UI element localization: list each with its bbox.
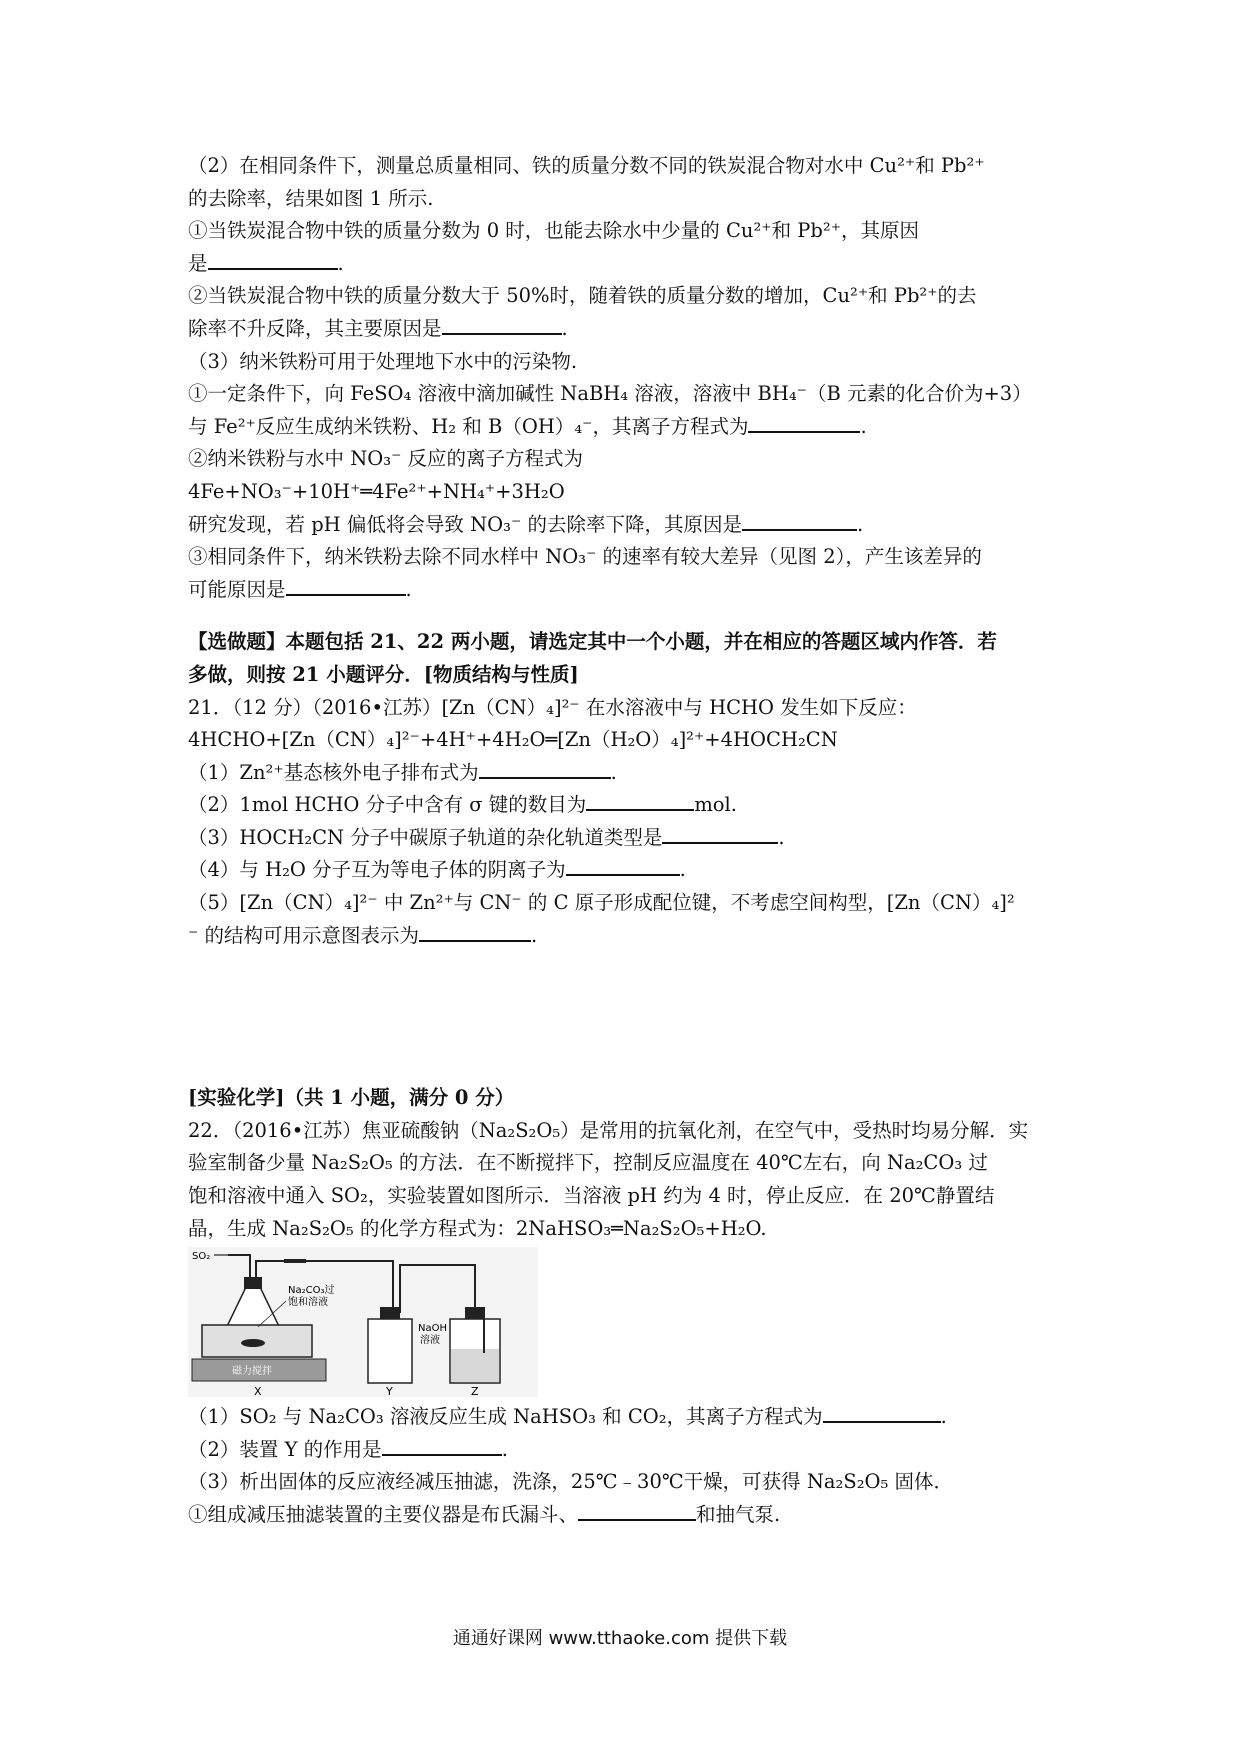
text-fragment: 除率不升反降，其主要原因是 [188, 316, 442, 340]
answer-blank[interactable] [748, 411, 860, 433]
text-line: （3）纳米铁粉可用于处理地下水中的污染物. [188, 349, 578, 373]
so2-label: SO₂ [192, 1251, 211, 1263]
text-line [188, 789, 1068, 822]
text-fragment: （4）与 H₂O 分子互为等电子体的阴离子为 [188, 858, 566, 882]
stopper-y [380, 1307, 400, 1319]
section-heading: 多做，则按 21 小题评分．[物质结构与性质] [188, 662, 579, 686]
punctuation: . [856, 512, 864, 536]
document-body [188, 150, 1068, 1532]
text-fragment: 研究发现，若 pH 偏低将会导致 NO₃⁻ 的去除率下降，其原因是 [188, 512, 742, 536]
punctuation: . [940, 1405, 947, 1429]
text-line: 验室制备少量 Na₂S₂O₅ 的方法．在不断搅拌下，控制反应温度在 40℃左右，向 Na₂CO₃ 过 [188, 1151, 988, 1175]
naoh-label: 溶液 [420, 1335, 440, 1347]
text-line [188, 509, 1068, 542]
punctuation: . [610, 760, 617, 784]
text-fragment: （2）装置 Y 的作用是 [188, 1437, 382, 1461]
text-fragment: ⁻ 的结构可用示意图表示为 [188, 923, 419, 947]
na2co3-label: 饱和溶液 [288, 1297, 328, 1309]
answer-blank[interactable] [823, 1401, 941, 1423]
na2co3-label: Na₂CO₃过 [288, 1285, 335, 1297]
text-line: ①当铁炭混合物中铁的质量分数为 0 时，也能去除水中少量的 Cu²⁺和 Pb²⁺，其原因 [188, 219, 920, 243]
text-line [188, 248, 1068, 281]
punctuation: . [337, 251, 344, 275]
text-line [188, 920, 1068, 953]
punctuation: . [778, 825, 785, 849]
text-line [188, 1434, 1068, 1467]
text-line [188, 313, 1068, 346]
text-line: （5）[Zn（CN）₄]²⁻ 中 Zn²⁺与 CN⁻ 的 C 原子形成配位键，不考虑空间构型，[Zn（CN）₄]² [188, 891, 1015, 915]
stir-bar [241, 1339, 265, 1347]
text-line: 晶，生成 Na₂S₂O₅ 的化学方程式为：2NaHSO₃═Na₂S₂O₅+H₂O. [188, 1216, 767, 1240]
text-line [188, 854, 1068, 887]
punctuation: . [405, 577, 412, 601]
punctuation: . [860, 414, 867, 438]
naoh-solution [451, 1349, 499, 1382]
stopper-z [465, 1307, 485, 1319]
text-line: （3）析出固体的反应液经减压抽滤，洗涤，25℃﹣30℃干燥，可获得 Na₂S₂O₅ 固体． [188, 1470, 954, 1494]
punctuation: . [561, 316, 568, 340]
text-fragment: 可能原因是 [188, 577, 286, 601]
text-fragment: （2）1mol HCHO 分子中含有 σ 键的数目为 [188, 793, 587, 817]
text-fragment: 与 Fe²⁺反应生成纳米铁粉、H₂ 和 B（OH）₄⁻，其离子方程式为 [188, 414, 749, 438]
answer-blank[interactable] [286, 574, 406, 596]
answer-blank[interactable] [419, 920, 531, 942]
text-fragment: （1）Zn²⁺基态核外电子排布式为 [188, 760, 479, 784]
answer-blank[interactable] [442, 313, 562, 335]
tube-joint [284, 1259, 306, 1263]
text-fragment: ①组成减压抽滤装置的主要仪器是布氏漏斗、 [188, 1503, 579, 1526]
label-z: Z [471, 1385, 479, 1398]
label-x: X [254, 1385, 262, 1398]
page-footer: 通通好课网 www.tthaoke.com 提供下载 [452, 1628, 788, 1649]
answer-blank[interactable] [578, 1499, 696, 1521]
text-line [188, 411, 1068, 444]
text-line: 的去除率，结果如图 1 所示. [188, 186, 434, 210]
punctuation: . [531, 923, 538, 947]
apparatus-figure [188, 1247, 538, 1397]
question-21-stem: 21．（12 分）（2016•江苏）[Zn（CN）₄]²⁻ 在水溶液中与 HCHO 发生如下反应： [188, 695, 917, 719]
text-line: （2）在相同条件下，测量总质量相同、铁的质量分数不同的铁炭混合物对水中 Cu²⁺和 Pb²⁺ [188, 154, 985, 177]
answer-blank[interactable] [208, 248, 338, 270]
bottle-y [368, 1319, 412, 1383]
label-y: Y [386, 1385, 393, 1398]
text-fragment: 是 [188, 251, 208, 275]
text-line: ②当铁炭混合物中铁的质量分数大于 50%时，随着铁的质量分数的增加，Cu²⁺和 Pb²⁺的去 [188, 284, 977, 308]
text-fragment: （1）SO₂ 与 Na₂CO₃ 溶液反应生成 NaHSO₃ 和 CO₂，其离子方程式为 [188, 1405, 823, 1429]
text-line [188, 1499, 1068, 1532]
question-22-stem: 22．（2016•江苏）焦亚硫酸钠（Na₂S₂O₅）是常用的抗氧化剂，在空气中，受热时均易分解．实 [188, 1118, 1029, 1142]
spacer [188, 952, 1068, 1082]
text-fragment: 和抽气泵. [696, 1503, 781, 1526]
naoh-label: NaOH [418, 1323, 447, 1335]
stirrer-label: 磁力搅拌 [232, 1366, 272, 1378]
text-line [188, 822, 1068, 855]
answer-blank[interactable] [479, 757, 611, 779]
text-line [188, 574, 1068, 607]
text-line [188, 1401, 1068, 1434]
text-line: ③相同条件下，纳米铁粉去除不同水样中 NO₃⁻ 的速率有较大差异（见图 2），产生该差异的 [188, 545, 982, 569]
stopper-x [244, 1277, 262, 1289]
answer-blank[interactable] [566, 854, 680, 876]
answer-blank[interactable] [742, 509, 857, 531]
punctuation: . [679, 858, 686, 882]
section-heading: [实验化学]（共 1 小题，满分 0 分） [188, 1086, 515, 1110]
punctuation: . [501, 1437, 508, 1461]
answer-blank[interactable] [662, 822, 778, 844]
answer-blank[interactable] [586, 789, 694, 811]
text-fragment: （3）HOCH₂CN 分子中碳原子轨道的杂化轨道类型是 [188, 825, 663, 849]
equation: 4HCHO+[Zn（CN）₄]²⁻+4H⁺+4H₂O═[Zn（H₂O）₄]²⁺+4HOCH₂CN [188, 728, 838, 752]
answer-blank[interactable] [382, 1434, 502, 1456]
apparatus-diagram [188, 1247, 538, 1397]
equation: 4Fe+NO₃⁻+10H⁺═4Fe²⁺+NH₄⁺+3H₂O [188, 479, 565, 503]
text-line: ②纳米铁粉与水中 NO₃⁻ 反应的离子方程式为 [188, 447, 584, 471]
spacer [188, 606, 1068, 626]
text-line: 饱和溶液中通入 SO₂，实验装置如图所示．当溶液 pH 约为 4 时，停止反应．在 20℃静置结 [188, 1184, 995, 1208]
section-heading: 【选做题】本题包括 21、22 两小题，请选定其中一个小题，并在相应的答题区域内作答．若 [188, 630, 997, 654]
text-line [188, 757, 1068, 790]
text-fragment: mol. [694, 793, 737, 817]
text-line: ①一定条件下，向 FeSO₄ 溶液中滴加碱性 NaBH₄ 溶液，溶液中 BH₄⁻（B 元素的化合价为+3） [188, 382, 1032, 406]
